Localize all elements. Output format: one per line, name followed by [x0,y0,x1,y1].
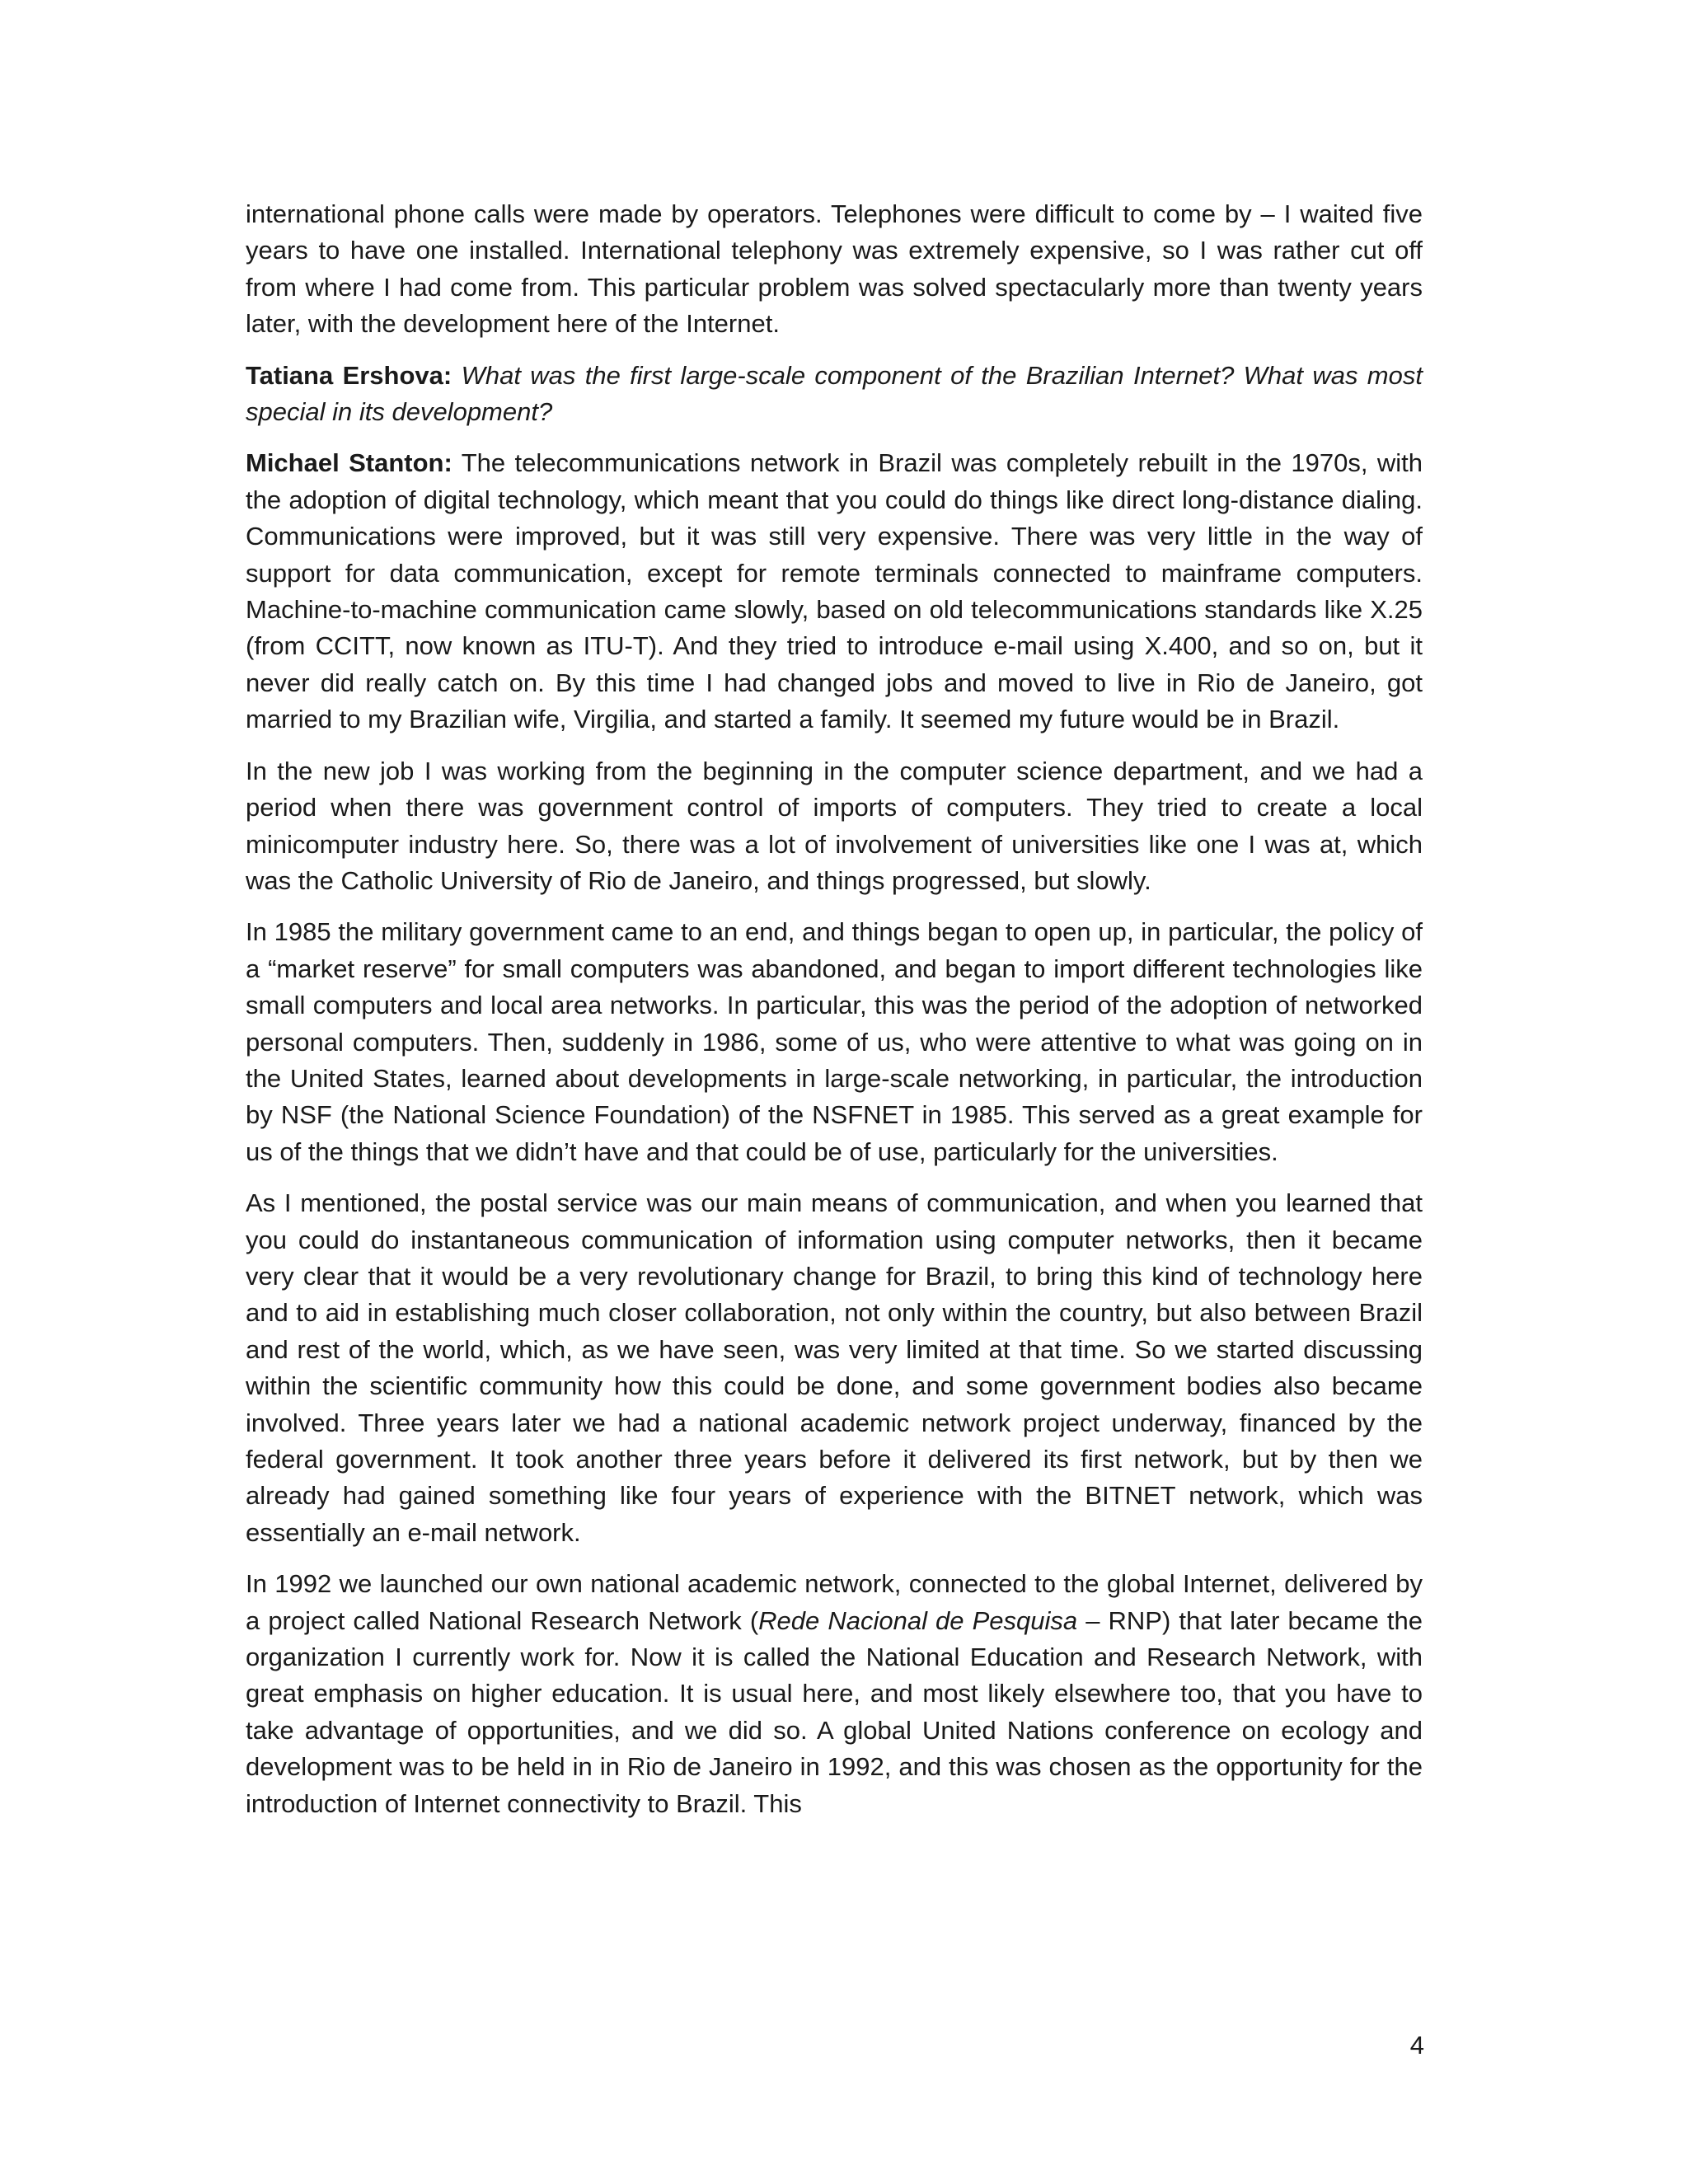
paragraph [246,1566,1423,1822]
italic-term: Rede Nacional de Pesquisa [758,1605,1078,1635]
paragraph: As I mentioned, the postal service was our main means of communication, and when you learned that you could do instantaneous communication of information using computer networks, then it became very clear that it would be a very revolutionary change for Brazil, to bring this kind of technology here and to aid in establishing much closer collaboration, not only within the country, but also between Brazil and rest of the world, which, as we have seen, was very limited at that time. So we started discussing within the scientific community how this could be done, and some government bodies also became involved. Three years later we had a national academic network project underway, financed by the federal government. It took another three years before it delivered its first network, but by then we already had gained something like four years of experience with the BITNET network, which was essentially an e-mail network. [246,1188,1423,1547]
paragraph-text: – RNP) that later became the organization I currently work for. Now it is called the National Education and Research Network, with great emphasis on higher education. It is usual here, and most likely elsewhere too, that you have to take advantage of opportunities, and we did so. A global United Nations conference on ecology and development was to be held in in Rio de Janeiro in 1992, and this was chosen as the opportunity for the introduction of Internet connectivity to Brazil. This [246,1605,1423,1818]
speaker-name: Tatiana Ershova: [246,360,452,390]
page-number: 4 [1409,2031,1424,2060]
answer-text: The telecommunications network in Brazil was completely rebuilt in the 1970s, with the adoption of digital technology, which meant that you could do things like direct long-distance dialing. Communications were improved, but it was still very expensive. There was very little in the way of support for data communication, except for remote terminals connected to mainframe computers. Machine-to-machine communication came slowly, based on old telecommunications standards like X.25 (from CCITT, now known as ITU-T). And they tried to introduce e-mail using X.400, and so on, but it never did really catch on. By this time I had changed jobs and moved to live in Rio de Janeiro, got married to my Brazilian wife, Virgilia, and started a family. It seemed my future would be in Brazil. [246,448,1423,734]
paragraph: In 1985 the military government came to an end, and things began to open up, in particular, the policy of a “market reserve” for small computers was abandoned, and began to import different technologies like small computers and local area networks. In particular, this was the period of the adoption of networked personal computers. Then, suddenly in 1986, some of us, who were attentive to what was going on in the United States, learned about developments in large-scale networking, in particular, the introduction by NSF (the National Science Foundation) of the NSFNET in 1985. This served as a great example for us of the things that we didn’t have and that could be of use, particularly for the universities. [246,917,1423,1166]
paragraph: international phone calls were made by operators. Telephones were difficult to come by – I waited five years to have one installed. International telephony was extremely expensive, so I was rather cut off from where I had come from. This particular problem was solved spectacularly more than twenty years later, with the development here of the Internet. [246,199,1423,339]
paragraph: In the new job I was working from the beginning in the computer science department, and we had a period when there was government control of imports of computers. They tried to create a local minicomputer industry here. So, there was a lot of involvement of universities like one I was at, which was the Catholic University of Rio de Janeiro, and things progressed, but slowly. [246,756,1423,895]
paragraph-text: In 1992 we launched our own national academic network, connected to the global Internet, delivered by a project called National Research Network ( [246,1569,1423,1635]
question-text: What was the first large-scale component of the Brazilian Internet? What was most special in its development? [246,360,1423,427]
question-paragraph [246,358,1423,431]
answer-paragraph [246,445,1423,738]
speaker-name: Michael Stanton: [246,448,452,478]
body-text [246,196,1423,1837]
